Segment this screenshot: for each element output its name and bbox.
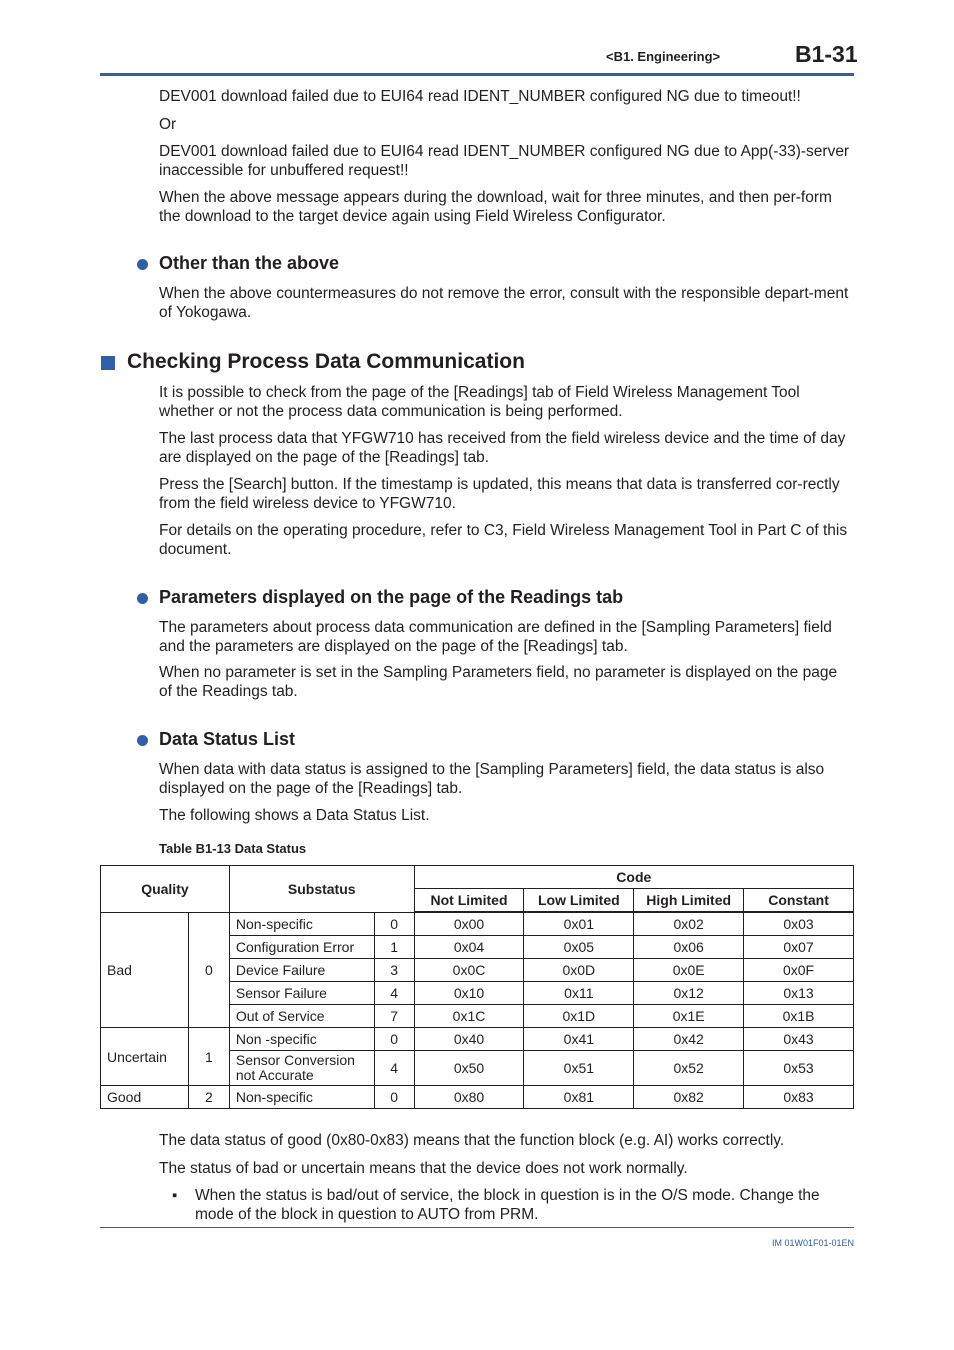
code-cell: 0x0C — [414, 959, 524, 982]
substatus-value-cell: 3 — [374, 959, 414, 982]
intro-message-2: DEV001 download failed due to EUI64 read IDENT_NUMBER configured NG due to App(-33)-server inaccessible for unbuffered request!! — [159, 143, 850, 179]
quality-value-cell: 2 — [188, 1086, 229, 1109]
substatus-value-cell: 7 — [374, 1005, 414, 1028]
code-cell: 0x53 — [744, 1051, 854, 1086]
substatus-value-cell: 0 — [374, 1028, 414, 1051]
after-bullet-item — [172, 1187, 854, 1224]
code-cell: 0x1E — [634, 1005, 744, 1028]
code-cell: 0x12 — [634, 982, 744, 1005]
code-cell: 0x13 — [744, 982, 854, 1005]
checking-paragraph-2: The last process data that YFGW710 has received from the field wireless device and the time of day are displayed on the page of the [Readings] tab. — [159, 430, 846, 466]
other-heading — [159, 253, 339, 274]
code-cell: 0x80 — [414, 1086, 524, 1109]
code-cell: 0x01 — [524, 912, 634, 936]
code-cell: 0x43 — [744, 1028, 854, 1051]
code-cell: 0x11 — [524, 982, 634, 1005]
code-cell: 0x0D — [524, 959, 634, 982]
table-row — [101, 1086, 854, 1109]
square-bullet-icon: ▪ — [172, 1187, 178, 1204]
code-cell: 0x82 — [634, 1086, 744, 1109]
header-substatus: Substatus — [229, 866, 414, 913]
table-caption: Table B1-13 Data Status — [159, 841, 307, 856]
table-row — [101, 1028, 854, 1051]
document-id: IM 01W01F01-01EN — [771, 1238, 854, 1248]
header-rule — [100, 73, 854, 76]
code-cell: 0x00 — [414, 912, 524, 936]
code-cell: 0x10 — [414, 982, 524, 1005]
params-paragraph-1: The parameters about process data communication are defined in the [Sampling Parameters] field and the parameters are displayed on the page of the [Readings] tab. — [159, 619, 832, 655]
substatus-cell: Sensor Conversion not Accurate — [229, 1051, 374, 1086]
substatus-cell: Non-specific — [229, 912, 374, 936]
checking-paragraph-3: Press the [Search] button. If the timestamp is updated, this means that data is transferred cor-rectly from the field wireless device to YFGW710. — [159, 476, 840, 512]
square-bullet-icon — [101, 356, 115, 370]
checking-paragraph-1: It is possible to check from the page of the [Readings] tab of Field Wireless Management Tool whether or not the process data communication is being performed. — [159, 384, 800, 420]
code-cell: 0x51 — [524, 1051, 634, 1086]
header-code: Code — [414, 866, 853, 889]
after-bullet-text: When the status is bad/out of service, the block in question is in the O/S mode. Change the mode of the block in question to AUTO from PRM. — [195, 1187, 820, 1223]
code-cell: 0x04 — [414, 936, 524, 959]
bullet-dot-icon — [137, 259, 148, 270]
code-cell: 0x41 — [524, 1028, 634, 1051]
header-quality: Quality — [101, 866, 230, 913]
substatus-cell: Sensor Failure — [229, 982, 374, 1005]
params-heading — [159, 587, 623, 608]
code-cell: 0x0F — [744, 959, 854, 982]
bullet-dot-icon — [137, 735, 148, 746]
status-paragraph-2: The following shows a Data Status List. — [159, 807, 430, 824]
code-cell: 0x1C — [414, 1005, 524, 1028]
status-heading — [159, 729, 295, 750]
params-paragraph-2: When no parameter is set in the Sampling Parameters field, no parameter is displayed on the page of the Readings tab. — [159, 664, 838, 700]
substatus-value-cell: 0 — [374, 1086, 414, 1109]
code-cell: 0x52 — [634, 1051, 744, 1086]
substatus-cell: Device Failure — [229, 959, 374, 982]
checking-heading-text: Checking Process Data Communication — [127, 350, 525, 373]
code-cell: 0x50 — [414, 1051, 524, 1086]
header-low-limited: Low Limited — [524, 889, 634, 913]
after-paragraph-2: The status of bad or uncertain means that the device does not work normally. — [159, 1160, 688, 1177]
substatus-cell: Non-specific — [229, 1086, 374, 1109]
params-heading-text: Parameters displayed on the page of the Readings tab — [159, 587, 624, 607]
code-cell: 0x07 — [744, 936, 854, 959]
status-paragraph-1: When data with data status is assigned to the [Sampling Parameters] field, the data status is also displayed on the page of the [Readings] tab. — [159, 761, 825, 797]
other-paragraph: When the above countermeasures do not remove the error, consult with the responsible depart-ment of Yokogawa. — [159, 285, 849, 321]
header-constant: Constant — [744, 889, 854, 913]
table-row — [101, 912, 854, 936]
other-heading-text: Other than the above — [159, 253, 340, 273]
data-status-table — [100, 865, 854, 1109]
substatus-cell: Configuration Error — [229, 936, 374, 959]
code-cell: 0x83 — [744, 1086, 854, 1109]
code-cell: 0x0E — [634, 959, 744, 982]
footer-rule — [100, 1227, 854, 1228]
quality-cell: Bad — [101, 912, 189, 1028]
intro-or: Or — [159, 116, 177, 133]
substatus-cell: Non -specific — [229, 1028, 374, 1051]
substatus-value-cell: 1 — [374, 936, 414, 959]
intro-paragraph: When the above message appears during the download, wait for three minutes, and then per-form the download to the target device again using Field Wireless Configurator. — [159, 189, 832, 225]
header-high-limited: High Limited — [634, 889, 744, 913]
code-cell: 0x42 — [634, 1028, 744, 1051]
substatus-value-cell: 0 — [374, 912, 414, 936]
quality-value-cell: 1 — [188, 1028, 229, 1086]
substatus-cell: Out of Service — [229, 1005, 374, 1028]
quality-value-cell: 0 — [188, 912, 229, 1028]
quality-cell: Good — [101, 1086, 189, 1109]
code-cell: 0x05 — [524, 936, 634, 959]
code-cell: 0x81 — [524, 1086, 634, 1109]
checking-paragraph-4: For details on the operating procedure, refer to C3, Field Wireless Management Tool in Part C of this document. — [159, 522, 848, 558]
bullet-dot-icon — [137, 593, 148, 604]
after-paragraph-1: The data status of good (0x80-0x83) means that the function block (e.g. AI) works correctly. — [159, 1132, 785, 1149]
page-number: B1-31 — [795, 41, 858, 67]
intro-message-1: DEV001 download failed due to EUI64 read IDENT_NUMBER configured NG due to timeout!! — [159, 88, 801, 105]
code-cell: 0x1D — [524, 1005, 634, 1028]
code-cell: 0x03 — [744, 912, 854, 936]
quality-cell: Uncertain — [101, 1028, 189, 1086]
substatus-value-cell: 4 — [374, 982, 414, 1005]
code-cell: 0x1B — [744, 1005, 854, 1028]
code-cell: 0x02 — [634, 912, 744, 936]
code-cell: 0x06 — [634, 936, 744, 959]
status-heading-text: Data Status List — [159, 729, 296, 749]
substatus-value-cell: 4 — [374, 1051, 414, 1086]
checking-heading — [127, 350, 525, 374]
code-cell: 0x40 — [414, 1028, 524, 1051]
header-not-limited: Not Limited — [414, 889, 524, 913]
section-label: <B1. Engineering> — [606, 49, 721, 64]
